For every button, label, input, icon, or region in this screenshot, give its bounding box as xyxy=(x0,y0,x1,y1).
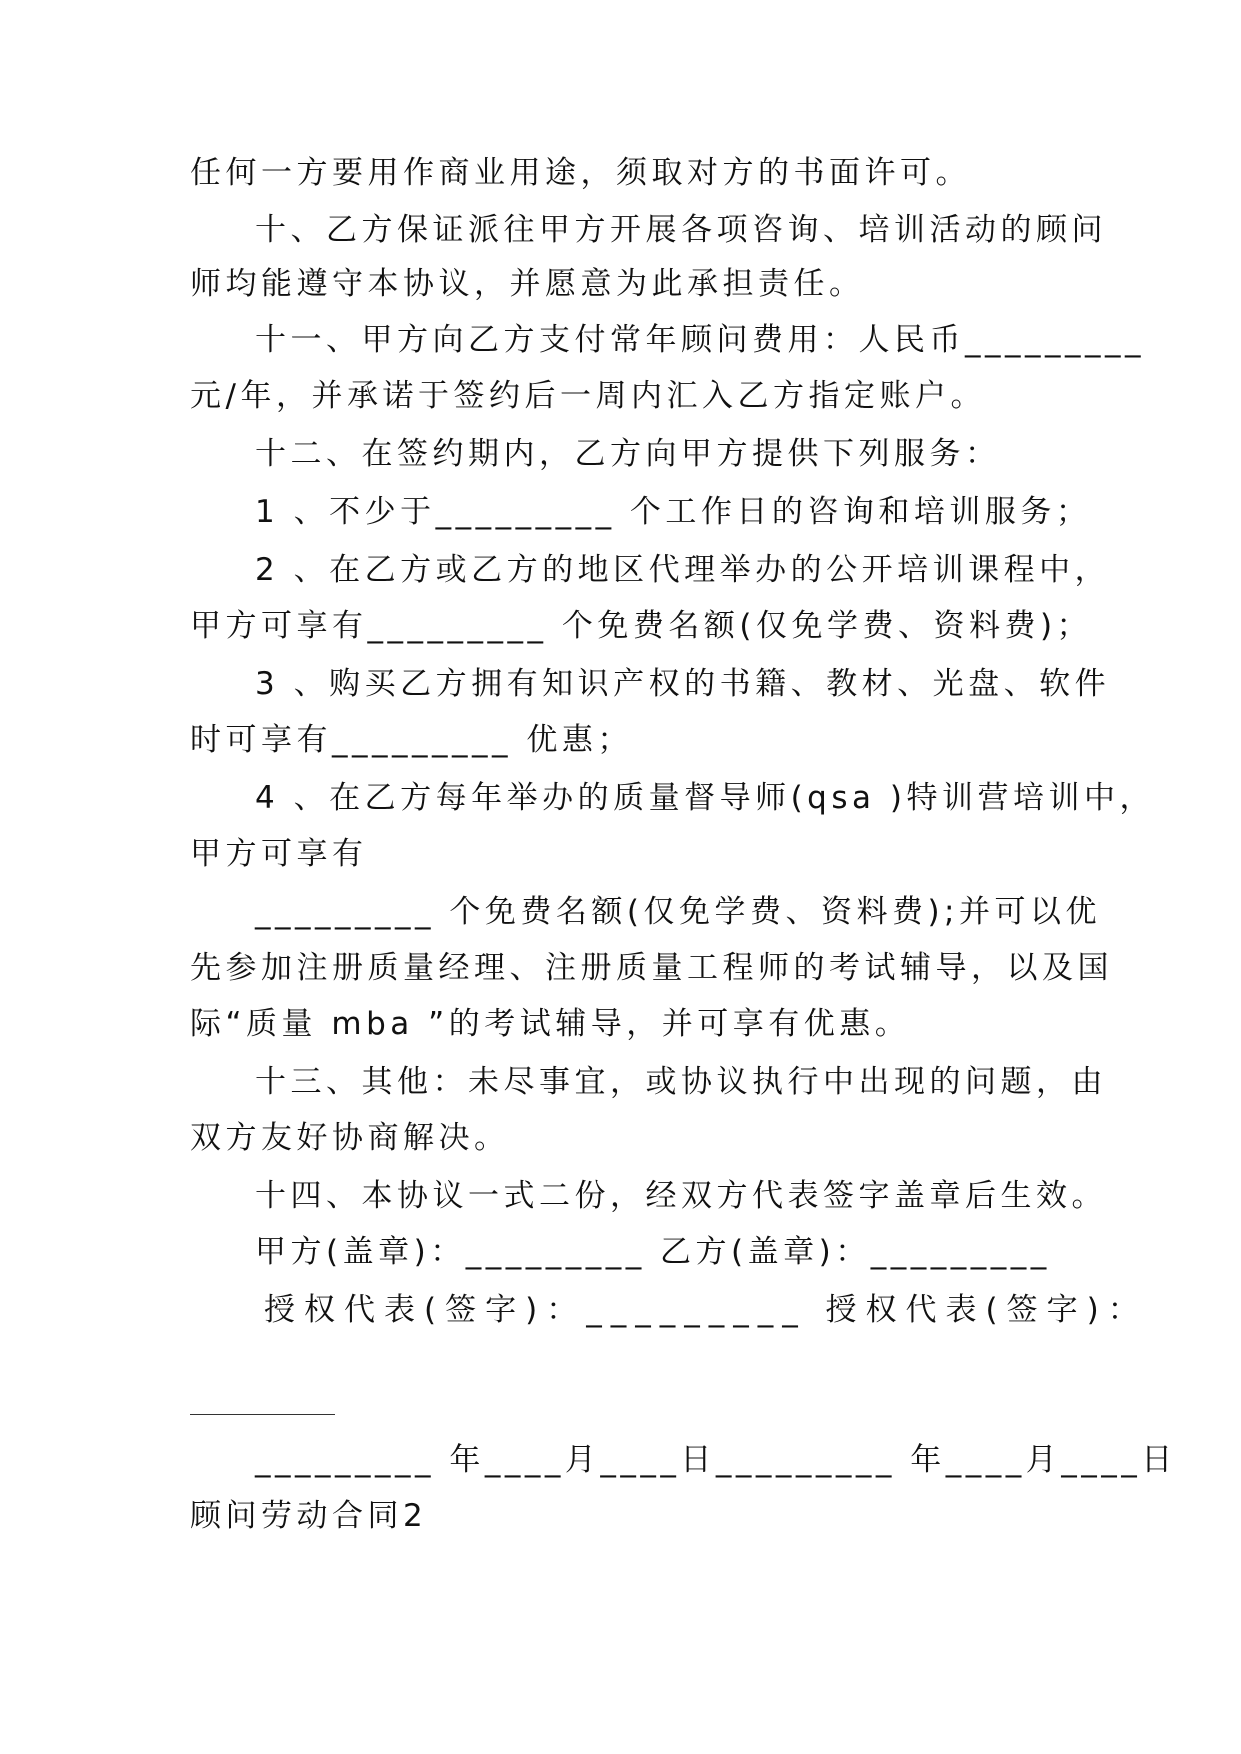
clause-13-line: 十三、其他：未尽事宜，或协议执行中出现的问题，由 xyxy=(255,1064,1107,1100)
text-line: 师均能遵守本协议，并愿意为此承担责任。 xyxy=(190,266,865,302)
text-line: _________ 个免费名额(仅免学费、资料费);并可以优 xyxy=(255,894,1101,930)
text-line: 际“质量 mba ”的考试辅导，并可享有优惠。 xyxy=(190,1006,911,1042)
signature-blank xyxy=(190,1414,335,1415)
text-line: 甲方可享有 xyxy=(190,836,368,872)
text-line: 双方友好协商解决。 xyxy=(190,1120,510,1156)
seal-line: 甲方(盖章)：_________ 乙方(盖章)：_________ xyxy=(255,1234,1051,1270)
service-item-2: 2 、在乙方或乙方的地区代理举办的公开培训课程中， xyxy=(255,552,1111,588)
clause-12-line: 十二、在签约期内，乙方向甲方提供下列服务： xyxy=(255,436,1001,472)
text-line: 先参加注册质量经理、注册质量工程师的考试辅导，以及国 xyxy=(190,950,1113,986)
service-item-4: 4 、在乙方每年举办的质量督导师(qsa )特训营培训中， xyxy=(255,780,1155,816)
signature-line: 授权代表(签字)：_________ 授权代表(签字)： xyxy=(264,1292,1148,1328)
text-line: 甲方可享有_________ 个免费名额(仅免学费、资料费)； xyxy=(190,608,1093,644)
date-line: _________ 年____月____日_________ 年____月____日 xyxy=(255,1442,1177,1478)
clause-11-line: 十一、甲方向乙方支付常年顾问费用：人民币_________ xyxy=(255,322,1145,358)
section-heading: 顾问劳动合同2 xyxy=(190,1498,428,1534)
clause-10-line: 十、乙方保证派往甲方开展各项咨询、培训活动的顾问 xyxy=(255,212,1107,248)
clause-14-line: 十四、本协议一式二份，经双方代表签字盖章后生效。 xyxy=(255,1178,1107,1214)
service-item-1: 1 、不少于_________ 个工作日的咨询和培训服务； xyxy=(255,494,1092,530)
text-line: 任何一方要用作商业用途，须取对方的书面许可。 xyxy=(190,155,971,191)
service-item-3: 3 、购买乙方拥有知识产权的书籍、教材、光盘、软件 xyxy=(255,666,1111,702)
text-line: 元/年，并承诺于签约后一周内汇入乙方指定账户。 xyxy=(190,378,986,414)
text-line: 时可享有_________ 优惠； xyxy=(190,722,633,758)
